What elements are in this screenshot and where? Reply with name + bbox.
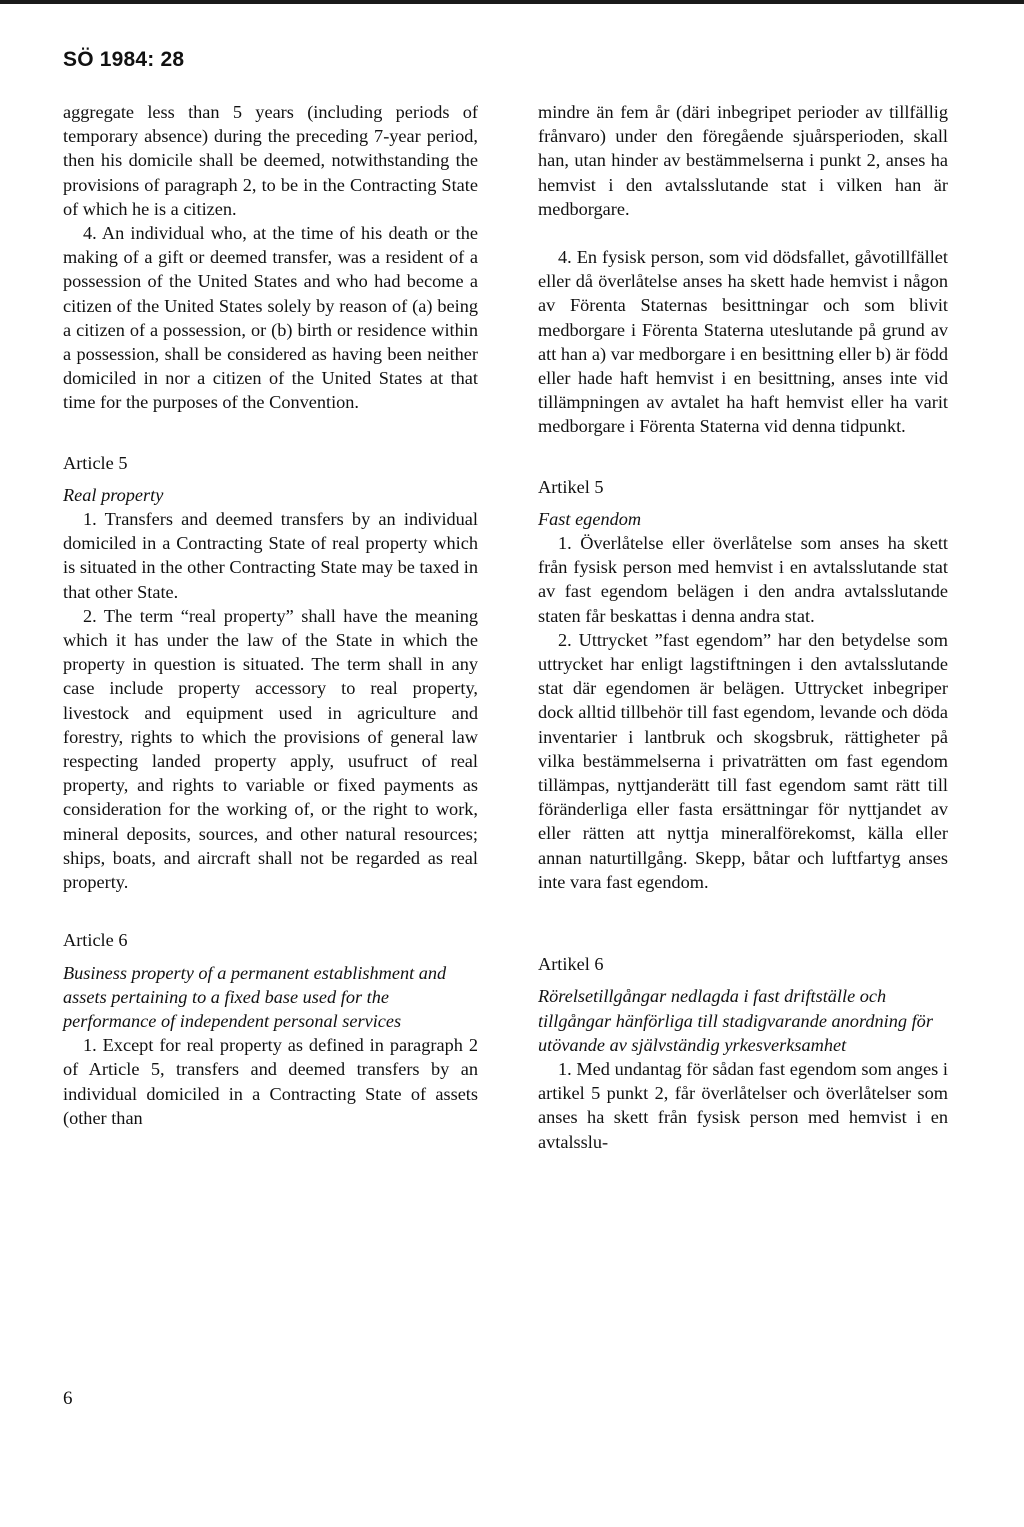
article-6-paragraph-1: 1. Except for real property as defined in paragraph 2 of Article 5, transfers and deemed transfers by an individual domiciled in a Contracting State of assets (other than <box>63 1035 478 1128</box>
paragraph-4-possession-sv: 4. En fysisk person, som vid dödsfallet, gåvotillfället eller då överlåtelse anses ha skett hade hemvist i någon av Förenta Staternas besittningar och som blivit medborgare i Förenta Staterna uteslutande på grund av att han a) var medborgare i en besittning eller b) är född eller hade haft hemvist i en besittning, anses inte vid tillämpningen av avtalet ha haft hemvist eller ha varit medborgare i Förenta Staterna vid denna tidpunkt. <box>538 247 948 437</box>
page-number: 6 <box>63 1388 73 1409</box>
article-5-heading: Article 5 <box>63 452 128 473</box>
paragraph-domicile-continued-sv: mindre än fem år (däri inbegripet perioder av tillfällig frånvaro) under den föregående sjuårsperioden, skall han, utan hinder av bestämmelserna i punkt 2, anses ha hemvist i den avtalsslutande stat i vilken han är medborgare. <box>538 102 948 219</box>
article-6-subheading-sv: Rörelsetillgångar nedlagda i fast driftställe och tillgångar hänförliga till stadigvarande anordning för utövande av självständig yrkesverksamhet <box>538 986 933 1055</box>
article-5-paragraph-1-sv: 1. Överlåtelse eller överlåtelse som anses ha skett från fysisk person med hemvist i en avtalsslutande stat av fast egendom belägen i den andra avtalsslutande staten får beskattas i denna andra stat. <box>538 533 948 626</box>
paragraph-domicile-continued: aggregate less than 5 years (including periods of temporary absence) during the preceding 7-year period, then his domicile shall be deemed, notwithstanding the provisions of paragraph 2, to be in the Contracting State of which he is a citizen. <box>63 102 478 219</box>
article-5-heading-sv: Artikel 5 <box>538 476 604 497</box>
article-5-subheading: Real property <box>63 484 164 505</box>
article-6-heading: Article 6 <box>63 930 128 951</box>
article-5-subheading-sv: Fast egendom <box>538 508 642 529</box>
paragraph-4-possession: 4. An individual who, at the time of his death or the making of a gift or deemed transfer, was a resident of a possession of the United States and who had become a citizen of the United States solely by reason of (a) being a citizen of a possession, or (b) birth or residence within a possession, shall be considered as having been neither domiciled in nor a citizen of the United States at that time for the purposes of the Convention. <box>63 223 478 413</box>
english-column <box>63 100 478 1130</box>
swedish-column <box>538 100 948 1154</box>
article-5-paragraph-2: 2. The term “real property” shall have the meaning which it has under the law of the State in which the property in question is situated. The term shall in any case include property accessory to real property, livestock and equipment used in agriculture and forestry, rights to which the provisions of general law respecting landed property apply, usufruct of real property, and rights to variable or fixed payments as consideration for the working of, or the right to work, mineral deposits, sources, and other natural resources; ships, boats, and aircraft shall not be regarded as real property. <box>63 605 478 893</box>
document-header: SÖ 1984: 28 <box>63 48 185 71</box>
article-6-paragraph-1-sv: 1. Med undantag för sådan fast egendom som anges i artikel 5 punkt 2, får överlåtelser och överlåtelser som anses ha skett från fysisk person med hemvist i en avtalsslu- <box>538 1058 948 1152</box>
top-rule <box>0 0 1024 4</box>
article-5-paragraph-1: 1. Transfers and deemed transfers by an individual domiciled in a Contracting State of real property which is situated in the other Contracting State may be taxed in that other State. <box>63 509 478 602</box>
article-6-heading-sv: Artikel 6 <box>538 954 604 975</box>
article-6-subheading: Business property of a permanent establishment and assets pertaining to a fixed base used for the performance of independent personal services <box>63 962 447 1031</box>
article-5-paragraph-2-sv: 2. Uttrycket ”fast egendom” har den betydelse som uttrycket har enligt lagstiftningen i den avtalsslutande stat där egendomen är belägen. Uttrycket inbegriper dock alltid tillbehör till fast egendom, levande och döda inventarier i lantbruk och skogsbruk, rättigheter på vilka bestämmelserna i privaträtten om fast egendom tillämpas, nyttjanderätt till fast egendom samt rätt till föränderliga eller fasta ersättningar för nyttjandet av eller rätten att nyttja mineralförekomst, källa eller annan naturtillgång. Skepp, båtar och luftfartyg anses inte vara fast egendom. <box>538 629 948 892</box>
